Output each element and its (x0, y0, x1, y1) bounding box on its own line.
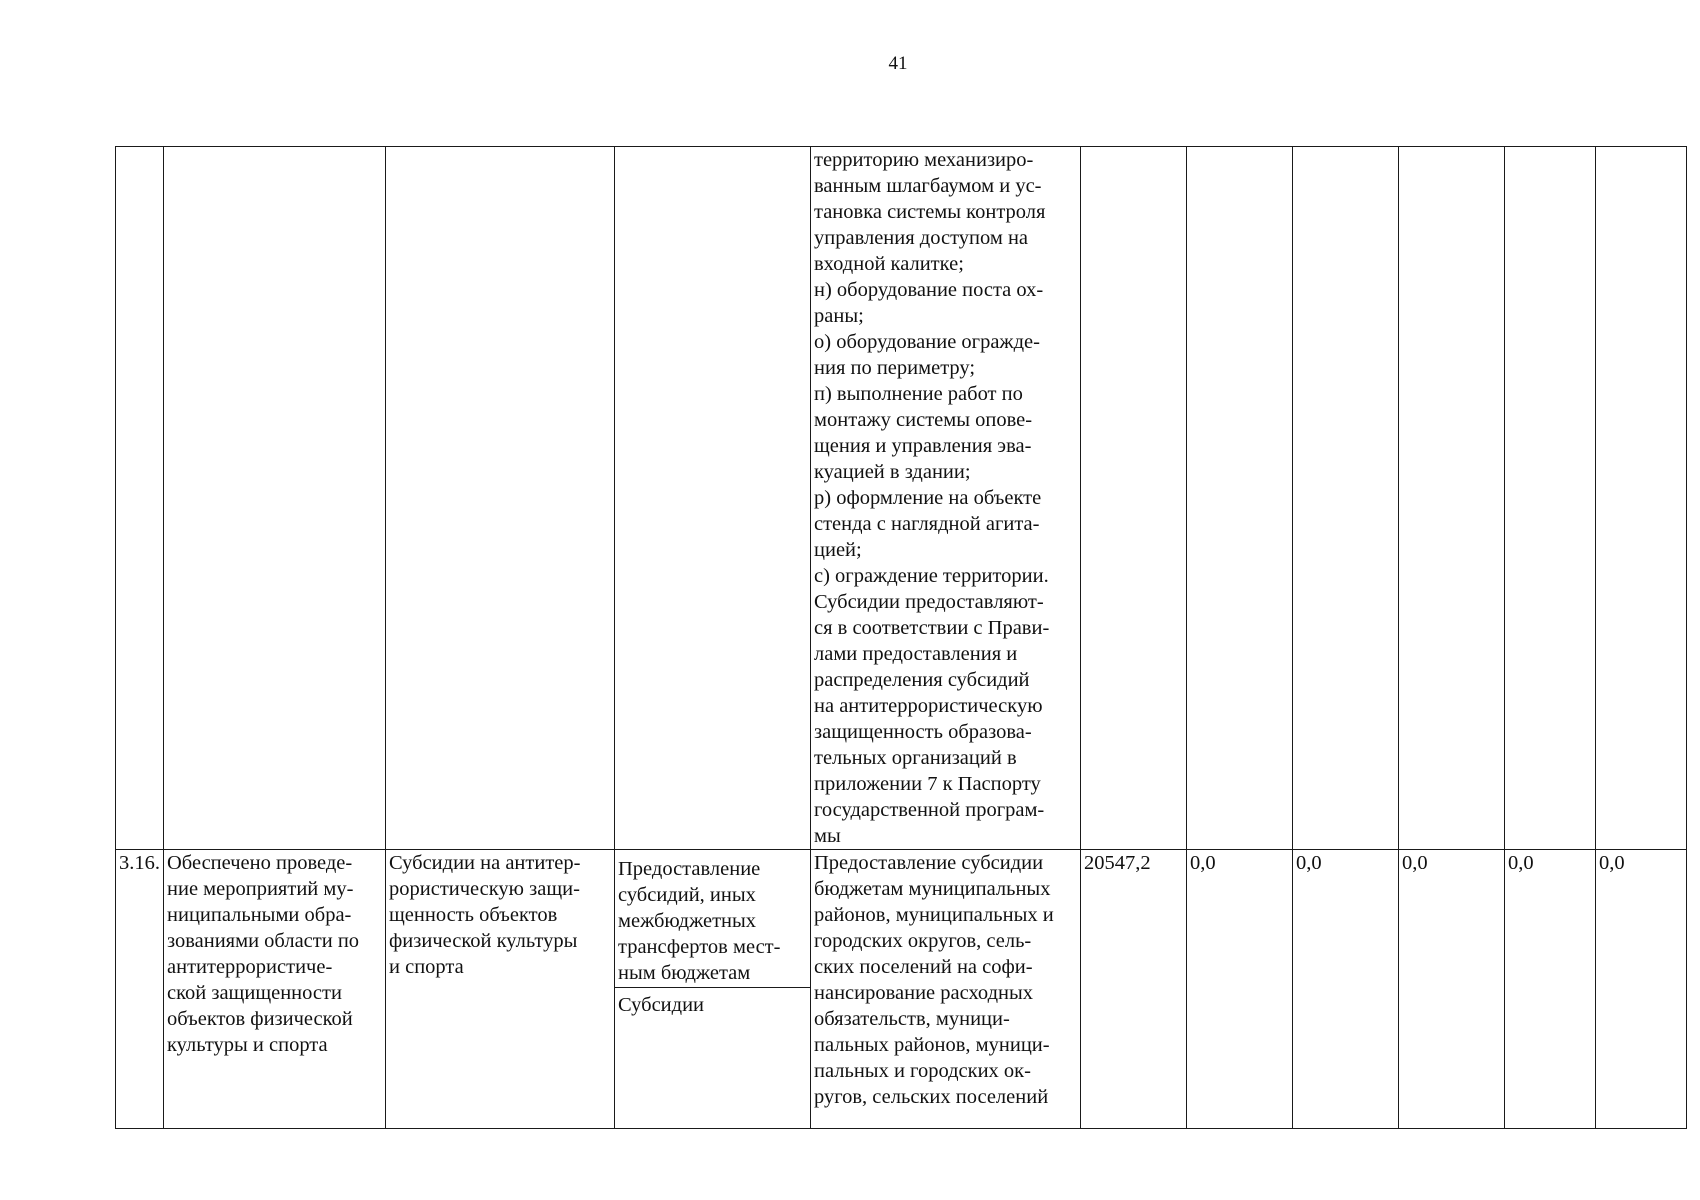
measure-subtype-text: Субсидии (618, 994, 705, 1016)
table-row-continuation (116, 147, 1687, 850)
cell-value (1596, 850, 1687, 1129)
cell-value (1399, 147, 1505, 850)
year-value: 0,0 (1599, 852, 1625, 874)
year-value: 0,0 (1402, 852, 1428, 874)
year-value: 0,0 (1190, 852, 1216, 874)
amount-value: 20547,2 (1084, 852, 1151, 874)
cell-value (1187, 850, 1293, 1129)
year-value: 0,0 (1296, 852, 1322, 874)
cell-number (116, 147, 164, 850)
cell-type (615, 850, 811, 1129)
table-row-3-16 (116, 850, 1687, 1129)
budget-table (115, 146, 1687, 1129)
cell-type (615, 147, 811, 850)
page-number: 41 (888, 53, 908, 74)
row-number: 3.16. (119, 852, 160, 874)
cell-description (811, 147, 1081, 850)
cell-description (811, 850, 1081, 1129)
cell-value (1187, 147, 1293, 850)
result-text: Обеспечено проведе- ние мероприятий му- ниципальными обра- зованиями области по антитеррористиче- ской защищенности объектов физической культуры и спорта (167, 852, 360, 1056)
cell-value (1505, 850, 1596, 1129)
cell-value (1399, 850, 1505, 1129)
cell-value (1293, 147, 1399, 850)
cell-amount (1081, 147, 1187, 850)
measure-description-text: территорию механизиро- ванным шлагбаумом и ус- тановка системы контроля управления доступом на входной калитке; н) оборудование поста ох- раны; о) оборудование огражде- ния по периметру; п) выполнение работ по монтажу системы опове- щения и управления эва- куацией в здании; р) оформление на объекте стенда с наглядной агита- цией; с) ограждение территории. Субсидии предоставляют- ся в соответствии с Прави- лами предоставления и распределения субсидий на антитеррористическую защищенность образова- тельных организаций в приложении 7 к Паспорту государственной програм- мы (814, 149, 1050, 847)
cell-name (386, 850, 615, 1129)
cell-name (386, 147, 615, 850)
cell-number (116, 850, 164, 1129)
cell-value (1505, 147, 1596, 850)
cell-value (1293, 850, 1399, 1129)
cell-result (164, 147, 386, 850)
cell-result (164, 850, 386, 1129)
cell-amount (1081, 850, 1187, 1129)
description-text: Предоставление субсидии бюджетам муниципальных районов, муниципальных и городских округов, сель- ских поселений на софи- нансирование расходных обязательств, муници- пальных районов, муници- пальных и городских ок- ругов, сельских поселений (814, 852, 1054, 1108)
cell-value (1596, 147, 1687, 850)
year-value: 0,0 (1508, 852, 1534, 874)
measure-name-text: Субсидии на антитер- рористическую защи- щенность объектов физической культуры и спорта (389, 852, 581, 978)
measure-type-text: Предоставление субсидий, иных межбюджетных трансфертов мест- ным бюджетам (615, 856, 810, 988)
